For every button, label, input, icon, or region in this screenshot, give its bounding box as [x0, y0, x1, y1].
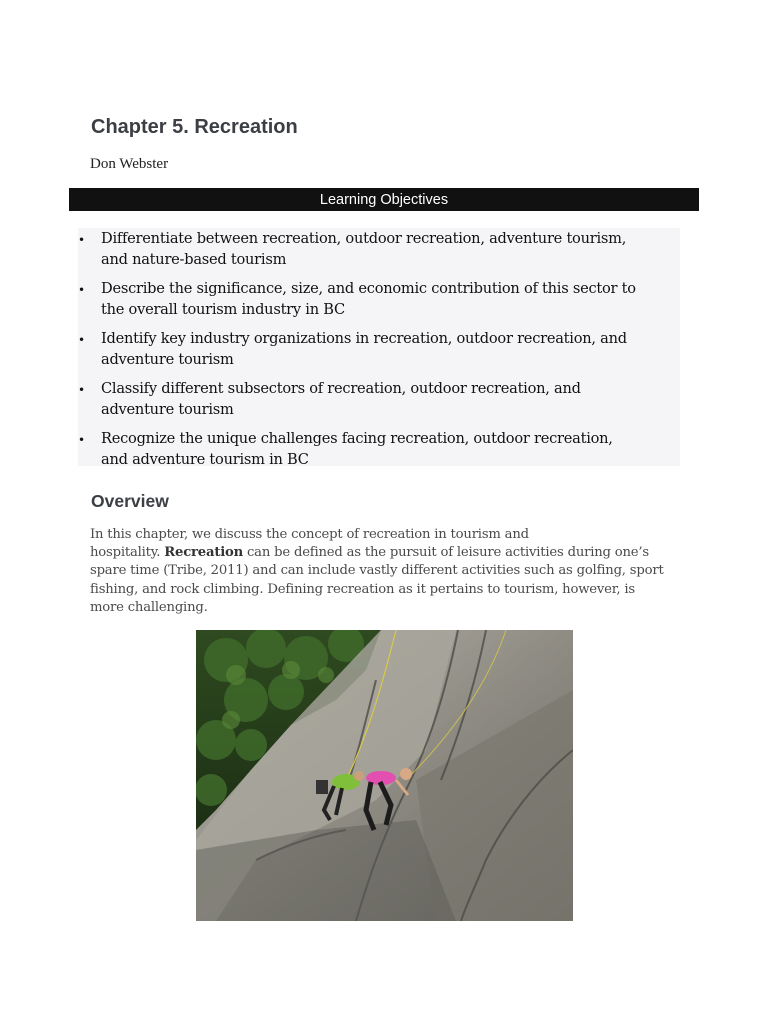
- bullet-icon: •: [78, 383, 85, 397]
- overview-line: [90, 544, 680, 562]
- rock-climbing-photo: [196, 630, 573, 921]
- objective-line: and adventure tourism in BC: [101, 450, 309, 468]
- bullet-icon: •: [78, 283, 85, 297]
- objective-item: [78, 329, 680, 370]
- overview-paragraph: [90, 526, 680, 617]
- overview-line: fishing, and rock climbing. Defining recreation as it pertains to tourism, however, is: [90, 581, 635, 597]
- learning-objectives-list: [78, 228, 680, 470]
- objective-line: Identify key industry organizations in recreation, outdoor recreation, and: [101, 330, 627, 347]
- author-name: Don Webster: [90, 156, 169, 172]
- objective-line: Classify different subsectors of recreation, outdoor recreation, and: [101, 380, 581, 397]
- objective-line: Differentiate between recreation, outdoor recreation, adventure tourism,: [101, 230, 627, 247]
- bullet-icon: •: [78, 333, 85, 347]
- objective-line: Recognize the unique challenges facing recreation, outdoor recreation,: [101, 430, 613, 447]
- bullet-icon: •: [78, 433, 85, 447]
- learning-objectives-box: [78, 228, 680, 466]
- objective-item: [78, 429, 680, 470]
- learning-objectives-header: Learning Objectives: [69, 188, 699, 211]
- overview-line: In this chapter, we discuss the concept of recreation in tourism and: [90, 527, 529, 542]
- objective-line: adventure tourism: [101, 400, 234, 418]
- overview-heading: Overview: [91, 491, 169, 511]
- overview-text-segment: hospitality.: [90, 545, 165, 561]
- objective-line: the overall tourism industry in BC: [101, 300, 345, 318]
- objective-item: [78, 379, 680, 420]
- bullet-icon: •: [78, 233, 85, 247]
- recreation-term: Recreation: [164, 545, 243, 561]
- objective-item: [78, 279, 680, 320]
- chapter-title: Chapter 5. Recreation: [91, 116, 298, 138]
- objective-line: and nature-based tourism: [101, 250, 287, 268]
- overview-line: spare time (Tribe, 2011) and can include vastly different activities such as golfing, sport: [90, 563, 664, 579]
- objective-item: [78, 228, 680, 270]
- overview-line: more challenging.: [90, 599, 208, 615]
- objective-line: adventure tourism: [101, 350, 234, 368]
- objective-line: Describe the significance, size, and economic contribution of this sector to: [101, 280, 636, 297]
- overview-text-segment: can be defined as the pursuit of leisure activities during one’s: [243, 545, 649, 561]
